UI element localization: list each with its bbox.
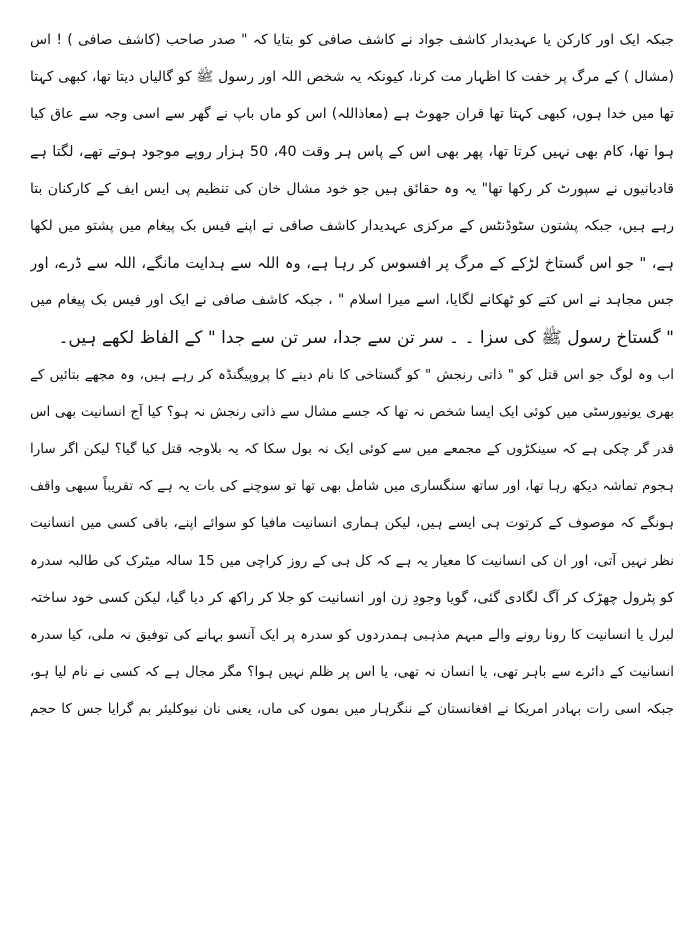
text-line: ہے، " جو اس گستاخ لڑکے کے مرگ پر افسوس کر رہا ہے، وہ اللہ سے ہدایت مانگے، اللہ سے ڈرے، اور xyxy=(30,254,674,273)
text-line: قدر گر چکی ہے کہ سینکڑوں کے مجمعے میں سے کوئی ایک نہ بول سکا کہ یہ بلاوجہ قتل کیا گیا؟ لیکن اگر سارا xyxy=(30,441,674,458)
article-page xyxy=(30,22,674,729)
text-line: نظر نہیں آتی، اور ان کی انسانیت کا معیار یہ ہے کہ کل ہی کے روز کراچی میں 15 سالہ میٹرک کی طالبہ سدرہ xyxy=(30,552,674,569)
text-line: " گستاخ رسول ﷺ کی سزا ۔ ۔ سر تن سے جدا، سر تن سے جدا " کے الفاظ لکھے ہیں۔ xyxy=(58,327,674,348)
text-line: تھا میں خدا ہوں، کبھی کہتا تھا قران جھوٹ ہے (معاذاللہ) اس کو ماں باپ نے گھر سے اسی وجہ سے عاق کیا xyxy=(30,106,674,123)
text-line: بھری یونیورسٹی میں کوئی ایک ایسا شخص نہ تھا کہ جسے مشال سے ذاتی رنجش نہ ہو؟ کیا آج انسانیت بھی اس xyxy=(30,403,674,420)
text-line: (مشال ) کے مرگ پر خفت کا اظہار مت کرنا، کیونکہ یہ شخص اللہ اور رسول ﷺ کو گالیاں دیتا تھا، کبھی کہتا xyxy=(30,69,674,86)
text-line: ہونگے کہ موصوف کے کرتوت ہی ایسے ہیں، لیکن ہماری انسانیت مافیا کو سوائے اپنے، باقی کسی میں انسانیت xyxy=(30,515,674,532)
text-line: اب وہ لوگ جو اس قتل کو " ذاتی رنجش " کو گستاخی کا نام دینے کا پروپیگنڈہ کر رہے ہیں، وہ مجھے بتائیں کے xyxy=(30,366,674,383)
text-line: کو پٹرول چھڑک کر آگ لگادی گئی، گویا وجودِ زن اور انسانیت کو جلا کر راکھ کر دیا گیا، لیکن کسی خود ساختہ xyxy=(30,589,674,606)
text-line: لبرل یا انسانیت کا رونا رونے والے مبہم مذہبی ہمدردوں کو سدرہ پر ایک آنسو بہانے کی توفیق نہ ملی، کیا سدرہ xyxy=(30,627,674,643)
text-line: جبکہ ایک اور کارکن یا عہدیدار کاشف جواد نے کاشف صافی کو بتایا کہ " صدر صاحب (کاشف صافی ) ! اس xyxy=(30,32,674,48)
text-line: جبکہ اسی رات بہادر امریکا نے افغانستان کے ننگرہار میں بموں کی ماں، یعنی نان نیوکلیئر بم گرایا جس کا حجم xyxy=(30,701,674,718)
text-line: ہوا تھا، کام بھی نہیں کرتا تھا، پھر بھی اس کے پاس ہر وقت 40، 50 ہزار روپے موجود ہوتے تھے، لگتا ہے xyxy=(30,143,674,160)
text-line: ہجوم تماشہ دیکھ رہا تھا، اور ساتھ سنگساری میں شامل بھی تھا تو سوچنے کی بات یہ ہے کہ تقریباً سبھی واقف xyxy=(30,478,674,495)
paragraph-1 xyxy=(30,22,674,357)
paragraph-2 xyxy=(30,357,674,729)
text-line: انسانیت کے دائرے سے باہر تھی، یا انسان نہ تھی، یا اس پر ظلم نہیں ہوا؟ مگر مجال ہے کہ کسی نے نام لیا ہو، xyxy=(30,664,674,681)
text-line: رہے ہیں، جبکہ پشتون سٹوڈنٹس کے مرکزی عہدیدار کاشف صافی نے اپنے فیس بک پیغام میں پشتو میں لکھا xyxy=(30,217,674,234)
text-line: جس مجاہد نے اس کتے کو ٹھکانے لگایا، اسے میرا اسلام " ، جبکہ کاشف صافی نے ایک اور فیس بک پیغام میں xyxy=(30,292,674,309)
text-line: قادیانیوں نے سپورٹ کر رکھا تھا" یہ وہ حقائق ہیں جو خود مشال خان کی تنظیم پی ایس ایف کے کارکنان بتا xyxy=(30,180,674,197)
